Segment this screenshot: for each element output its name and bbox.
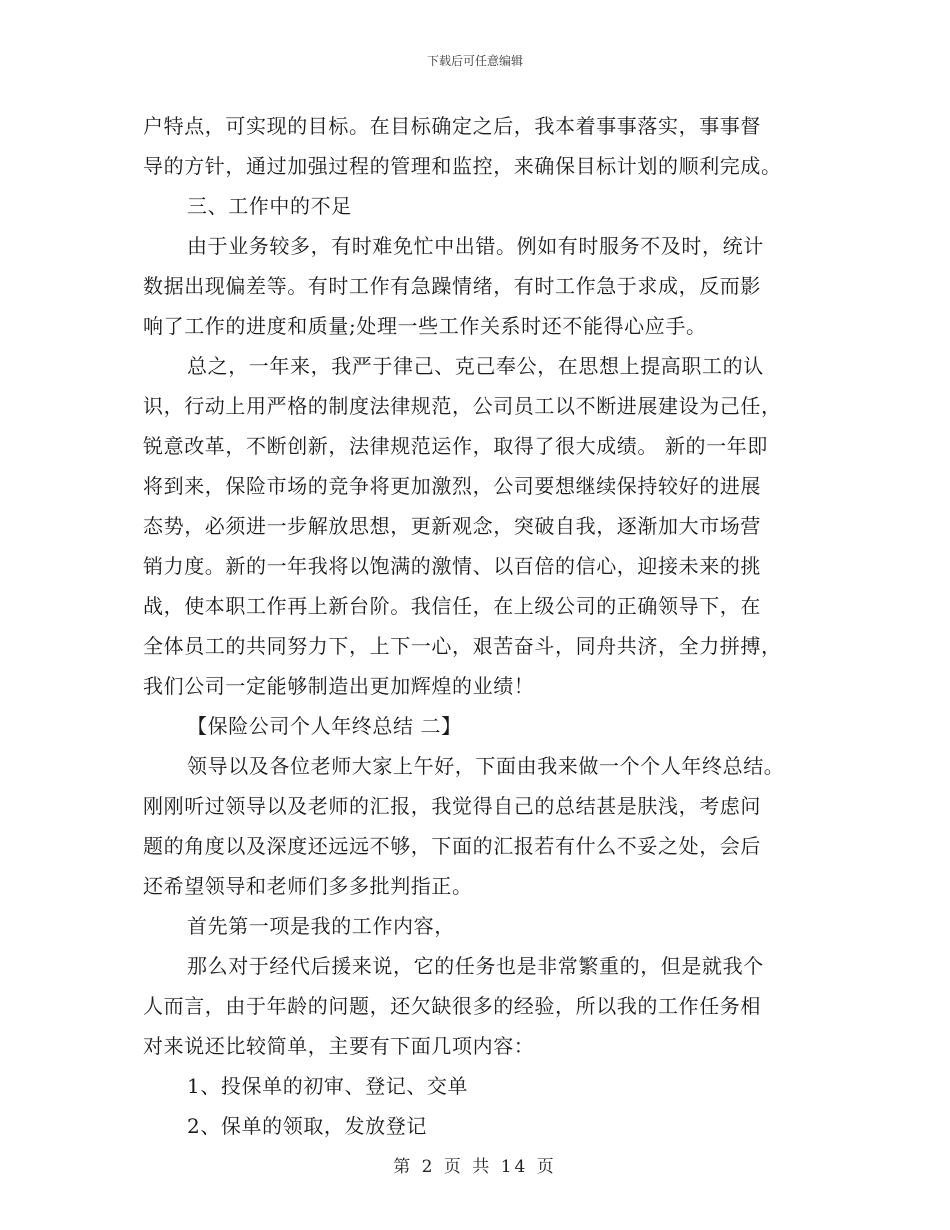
- text-line: 全体员工的共同努力下，上下一心，艰苦奋斗，同舟共济，全力拼搏，: [143, 634, 782, 658]
- text-line: 我们公司一定能够制造出更加辉煌的业绩！: [143, 674, 535, 698]
- text-line: 那么对于经代后援来说，它的任务也是非常繁重的，但是就我个: [187, 954, 764, 978]
- text-line: 战，使本职工作再上新台阶。我信任，在上级公司的正确领导下，在: [143, 594, 761, 618]
- text-line: 导的方针，通过加强过程的管理和监控，来确保目标计划的顺利完成。: [143, 154, 782, 178]
- text-line: 人而言，由于年龄的问题，还欠缺很多的经验，所以我的工作任务相: [143, 994, 761, 1018]
- document-body: [143, 106, 813, 1146]
- text-line: 对来说还比较简单，主要有下面几项内容：: [143, 1034, 535, 1058]
- text-line: 【保险公司个人年终总结 二】: [187, 714, 462, 738]
- text-line: 首先第一项是我的工作内容，: [187, 914, 455, 938]
- text-line: 由于业务较多，有时难免忙中出错。例如有时服务不及时，统计: [187, 234, 764, 258]
- text-line: 响了工作的进度和质量;处理一些工作关系时还不能得心应手。: [143, 314, 707, 338]
- text-line: 领导以及各位老师大家上午好，下面由我来做一个个人年终总结。: [187, 754, 785, 778]
- text-line: 识，行动上用严格的制度法律规范，公司员工以不断进展建设为己任，: [143, 394, 782, 418]
- page-header: 下载后可任意编辑: [426, 54, 523, 68]
- text-line: 还希望领导和老师们多多批判指正。: [143, 874, 473, 898]
- text-line: 总之，一年来，我严于律己、克己奉公，在思想上提高职工的认: [187, 354, 764, 378]
- text-line: 2、保单的领取，发放登记: [187, 1114, 427, 1138]
- text-line: 题的角度以及深度还远远不够，下面的汇报若有什么不妥之处，会后: [143, 834, 761, 858]
- text-line: 锐意改革，不断创新，法律规范运作，取得了很大成绩。 新的一年即: [143, 434, 768, 458]
- text-line: 态势，必须进一步解放思想，更新观念，突破自我，逐渐加大市场营: [143, 514, 761, 538]
- page-footer: 第 2 页 共 14 页: [393, 1157, 557, 1177]
- text-line: 刚刚听过领导以及老师的汇报，我觉得自己的总结甚是肤浅，考虑问: [143, 794, 761, 818]
- text-line: 销力度。新的一年我将以饱满的激情、以百倍的信心，迎接未来的挑: [143, 554, 761, 578]
- text-line: 数据出现偏差等。有时工作有急躁情绪，有时工作急于求成，反而影: [143, 274, 761, 298]
- text-line: 户特点，可实现的目标。在目标确定之后，我本着事事落实，事事督: [143, 114, 761, 138]
- text-line: 三、工作中的不足: [187, 194, 352, 218]
- text-line: 将到来，保险市场的竞争将更加激烈，公司要想继续保持较好的进展: [143, 474, 761, 498]
- text-line: 1、投保单的初审、登记、交单: [187, 1074, 469, 1098]
